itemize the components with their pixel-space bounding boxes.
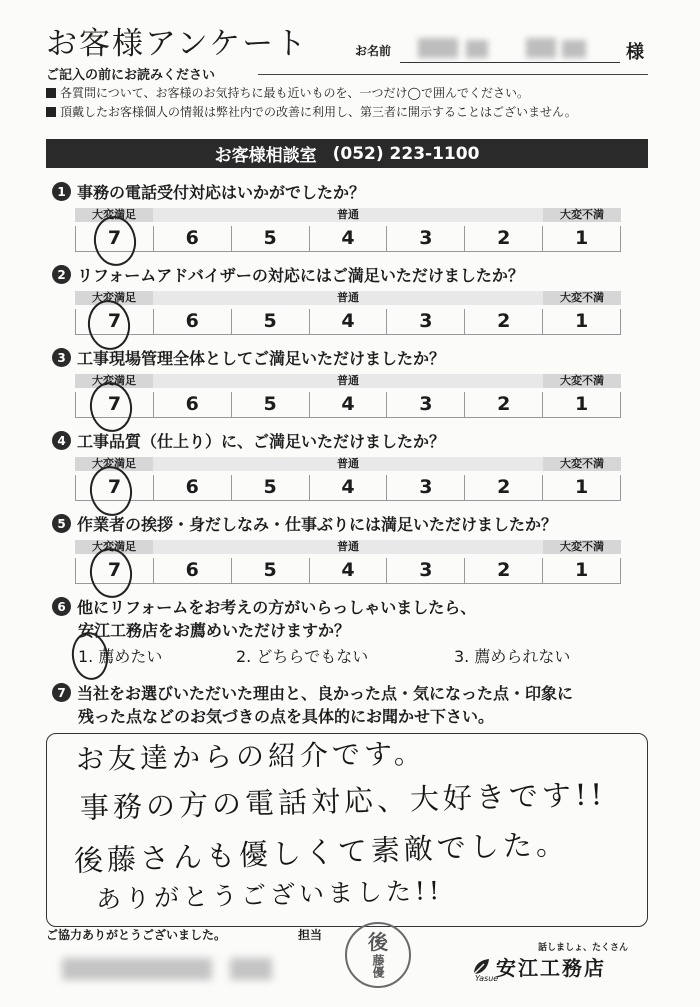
- rating-option[interactable]: 7: [75, 309, 153, 334]
- company-tagline: 話しましょ、たくさん: [538, 943, 629, 953]
- note-2: 頂戴したお客様個人の情報は弊社内での改善に利用し、第三者に開示することはございません。: [46, 103, 577, 120]
- scale-labels: [75, 208, 621, 222]
- redacted-info: [62, 958, 212, 980]
- company-logo-sub: Yasue: [475, 974, 499, 983]
- rating-option[interactable]: 7: [75, 226, 153, 251]
- option-not-recommend[interactable]: 3. 薦められない: [454, 647, 571, 666]
- rating-scale-5: [75, 558, 621, 584]
- rating-option[interactable]: 6: [153, 309, 231, 334]
- rating-scale-4: [75, 475, 621, 501]
- rating-option[interactable]: 2: [464, 558, 542, 583]
- rating-option[interactable]: 4: [309, 392, 387, 417]
- redacted-name: [526, 38, 556, 58]
- scale-labels: [75, 540, 621, 554]
- bullet-square-icon: [46, 88, 56, 98]
- scale-left-label: 大変満足: [75, 374, 153, 388]
- question-7: [52, 681, 573, 704]
- rating-option[interactable]: 3: [386, 226, 464, 251]
- question-number-badge: 6: [52, 597, 71, 616]
- scale-middle-label: 普通: [337, 374, 359, 387]
- rating-option[interactable]: 5: [231, 558, 309, 583]
- scale-middle-label: 普通: [337, 540, 359, 553]
- redacted-name: [562, 40, 586, 58]
- name-field: [400, 36, 620, 63]
- redacted-info: [230, 958, 272, 980]
- rating-option[interactable]: 1: [542, 226, 621, 251]
- question-text: 作業者の挨拶・身だしなみ・仕事ぶりには満足いただけましたか？: [77, 515, 558, 534]
- rating-option[interactable]: 7: [75, 558, 153, 583]
- rating-option[interactable]: 5: [231, 475, 309, 500]
- scale-middle-label: 普通: [337, 457, 359, 470]
- question-1: [52, 180, 365, 203]
- question-text: 他にリフォームをお考えの方がいらっしゃいましたら、: [77, 598, 477, 617]
- rating-scale-1: [75, 226, 621, 252]
- rating-option[interactable]: 5: [231, 226, 309, 251]
- banner-label: お客様相談室: [214, 146, 317, 166]
- scale-labels: [75, 374, 621, 388]
- staff-label: 担当: [298, 928, 323, 942]
- rating-option[interactable]: 3: [386, 475, 464, 500]
- rating-option[interactable]: 6: [153, 392, 231, 417]
- rating-option[interactable]: 6: [153, 558, 231, 583]
- scale-left-label: 大変満足: [75, 291, 153, 305]
- rating-option[interactable]: 1: [542, 392, 621, 417]
- scale-middle-label: 普通: [337, 291, 359, 304]
- rating-option[interactable]: 4: [309, 475, 387, 500]
- question-text: 残った点などのお気づきの点を具体的にお聞かせ下さい。: [78, 707, 495, 726]
- honorific: 様: [626, 42, 644, 63]
- question-text: 当社をお選びいただいた理由と、良かった点・気になった点・印象に: [77, 684, 574, 703]
- staff-stamp: [345, 922, 411, 988]
- company-name: 安江工務店: [496, 956, 606, 980]
- question-text: 工事品質（仕上り）に、ご満足いただけましたか？: [77, 432, 446, 451]
- scale-right-label: 大変不満: [543, 457, 621, 471]
- scale-middle-label: 普通: [337, 208, 359, 221]
- question-5: [52, 512, 557, 535]
- page-title: お客様アンケート: [46, 26, 309, 62]
- scale-right-label: 大変不満: [543, 374, 621, 388]
- rating-option[interactable]: 2: [464, 226, 542, 251]
- question-4: [52, 429, 445, 452]
- rating-scale-3: [75, 392, 621, 418]
- rating-option[interactable]: 1: [542, 475, 621, 500]
- question-7-line2: [78, 704, 494, 727]
- scale-labels: [75, 457, 621, 471]
- rating-option[interactable]: 1: [542, 558, 621, 583]
- comment-line-4: ありがとうございました!!: [95, 875, 444, 914]
- rating-option[interactable]: 4: [309, 226, 387, 251]
- rating-option[interactable]: 6: [153, 226, 231, 251]
- scale-right-label: 大変不満: [543, 540, 621, 554]
- question-text: 工事現場管理全体としてご満足いただけましたか？: [77, 349, 446, 368]
- scale-left-label: 大変満足: [75, 540, 153, 554]
- scale-left-label: 大変満足: [75, 208, 153, 222]
- bullet-square-icon: [46, 107, 56, 117]
- rating-option[interactable]: 5: [231, 392, 309, 417]
- question-number-badge: 5: [52, 514, 71, 533]
- rating-scale-2: [75, 309, 621, 335]
- question-number-badge: 7: [52, 683, 71, 702]
- question-text: 安江工務店をお薦めいただけますか？: [78, 621, 351, 640]
- divider: [258, 74, 648, 75]
- option-recommend[interactable]: 1. 薦めたい: [78, 647, 163, 666]
- rating-option[interactable]: 5: [231, 309, 309, 334]
- recommend-options: [78, 644, 570, 667]
- scale-right-label: 大変不満: [543, 208, 621, 222]
- option-neutral[interactable]: 2. どちらでもない: [236, 647, 369, 666]
- question-6-line2: [78, 618, 350, 641]
- stamp-text-bottom: 藤優: [371, 954, 385, 978]
- question-number-badge: 1: [52, 182, 71, 201]
- rating-option[interactable]: 3: [386, 392, 464, 417]
- comment-line-3: 後藤さんも優しくて素敵でした。: [73, 826, 570, 878]
- question-text: リフォームアドバイザーの対応にはご満足いただけましたか？: [77, 266, 524, 285]
- rating-option[interactable]: 4: [309, 309, 387, 334]
- redacted-name: [466, 40, 488, 58]
- comment-line-2: 事務の方の電話対応、大好きです!!: [79, 777, 607, 825]
- question-number-badge: 3: [52, 348, 71, 367]
- rating-option[interactable]: 2: [464, 392, 542, 417]
- banner-phone: (052) 223-1100: [332, 143, 480, 164]
- name-label: お名前: [355, 44, 392, 58]
- rating-option[interactable]: 2: [464, 309, 542, 334]
- redacted-name: [418, 38, 458, 58]
- question-number-badge: 2: [52, 265, 71, 284]
- rating-option[interactable]: 7: [75, 392, 153, 417]
- pre-heading: ご記入の前にお読みください: [46, 68, 216, 83]
- rating-option[interactable]: 7: [75, 475, 153, 500]
- question-text: 事務の電話受付対応はいかがでしたか？: [77, 183, 366, 202]
- rating-option[interactable]: 3: [386, 309, 464, 334]
- stamp-text-top: 後: [368, 930, 388, 954]
- rating-option[interactable]: 2: [464, 475, 542, 500]
- scale-left-label: 大変満足: [75, 457, 153, 471]
- question-2: [52, 263, 524, 286]
- scale-right-label: 大変不満: [543, 291, 621, 305]
- thanks-text: ご協力ありがとうございました。: [46, 928, 227, 942]
- scale-labels: [75, 291, 621, 305]
- rating-option[interactable]: 4: [309, 558, 387, 583]
- rating-option[interactable]: 6: [153, 475, 231, 500]
- rating-option[interactable]: 3: [386, 558, 464, 583]
- comment-line-1: お友達からの紹介です。: [75, 736, 427, 776]
- rating-option[interactable]: 1: [542, 309, 621, 334]
- note-1: 各質問について、お客様のお気持ちに最も近いものを、一つだけ◯で囲んでください。: [46, 84, 529, 101]
- question-6: [52, 595, 476, 618]
- contact-banner: [46, 139, 648, 168]
- question-number-badge: 4: [52, 431, 71, 450]
- question-3: [52, 346, 445, 369]
